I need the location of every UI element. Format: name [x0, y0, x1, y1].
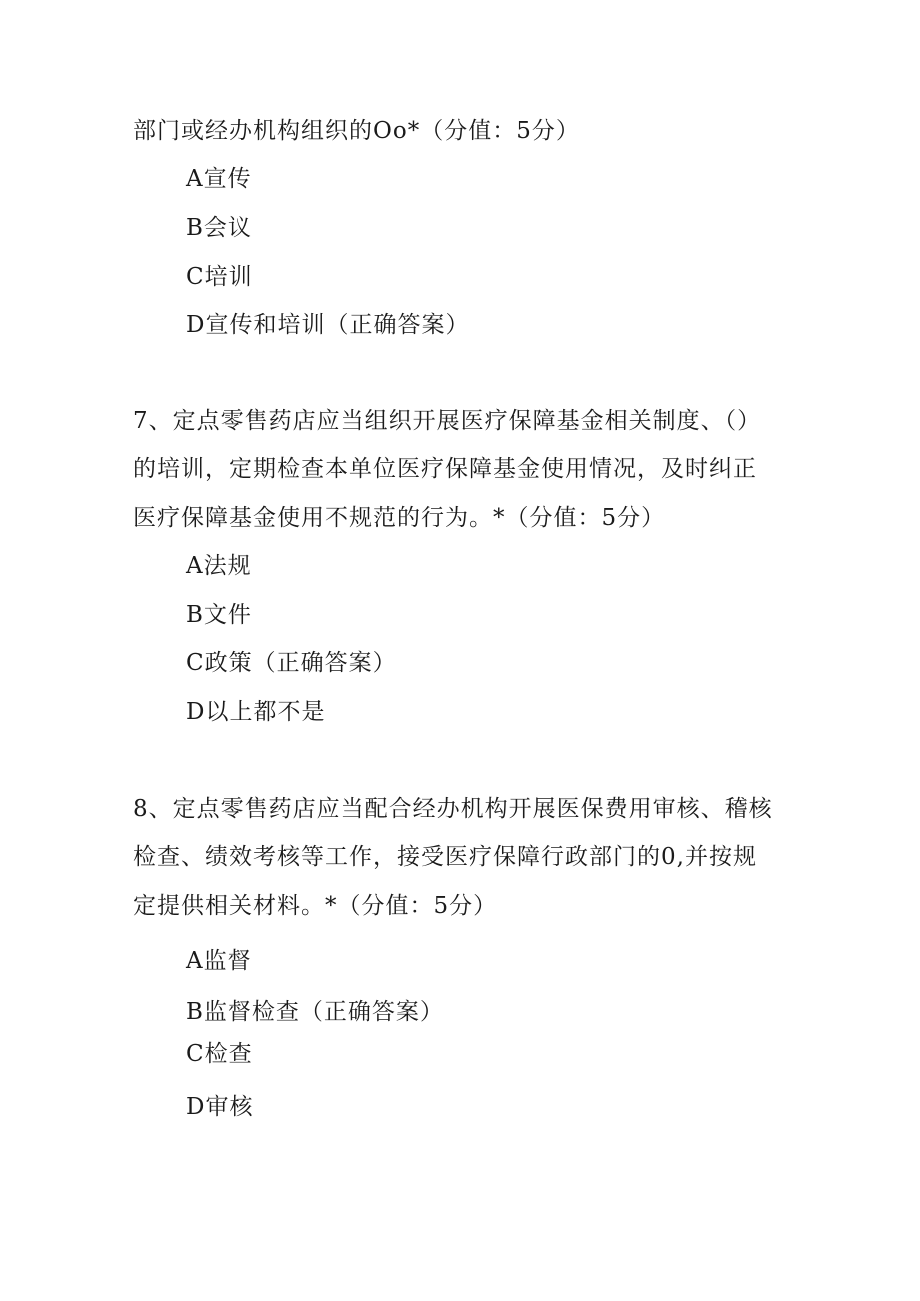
question-8-line-3: 定提供相关材料。*（分值：5分）: [133, 893, 498, 919]
question-7-option-d: D以上都不是: [186, 699, 326, 725]
question-8-option-a: A监督: [186, 948, 252, 974]
question-7-line-2: 的培训，定期检查本单位医疗保障基金使用情况，及时纠正: [133, 456, 757, 482]
question-7-option-b: B文件: [186, 602, 252, 628]
question-6-option-d: D宣传和培训（正确答案）: [186, 312, 470, 338]
question-7-line-3: 医疗保障基金使用不规范的行为。*（分值：5分）: [133, 505, 666, 531]
question-8-option-d: D审核: [186, 1094, 254, 1120]
question-8-line-1: 8、定点零售药店应当配合经办机构开展医保费用审核、稽核: [133, 796, 773, 822]
question-6-option-c: C培训: [186, 264, 253, 290]
question-7-option-c: C政策（正确答案）: [186, 650, 397, 676]
question-8-option-c: C检查: [186, 1041, 253, 1067]
question-7-option-a: A法规: [186, 553, 252, 579]
question-8-line-2: 检查、绩效考核等工作，接受医疗保障行政部门的0,并按规: [133, 844, 757, 870]
question-7-line-1: 7、定点零售药店应当组织开展医疗保障基金相关制度、（）: [133, 408, 762, 434]
question-6-option-b: B会议: [186, 215, 252, 241]
question-8-option-b: B监督检查（正确答案）: [186, 999, 444, 1025]
question-6-tail: 部门或经办机构组织的Oo*（分值：5分）: [133, 118, 580, 144]
question-6-option-a: A宣传: [186, 166, 252, 192]
